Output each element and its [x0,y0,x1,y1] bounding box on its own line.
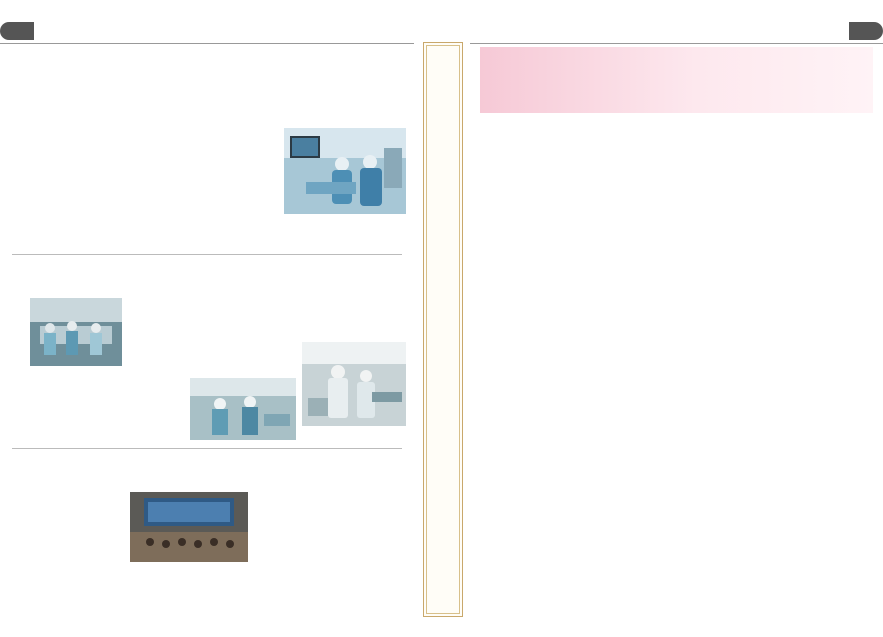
article3-body-col4 [334,482,406,632]
article-divider [12,254,402,255]
left-page-header [0,20,414,44]
center-slogan [414,40,470,620]
right-page [470,0,883,637]
left-page [0,0,414,637]
article3-body-col2 [130,568,248,632]
article-divider [12,448,402,449]
right-page-header [470,20,883,44]
article1-photo [284,128,406,214]
article2-photo-1 [30,298,122,366]
article2-body-col0 [14,372,122,442]
article2-photo-3 [190,378,296,440]
article3-body-col1 [14,482,124,632]
page-number [0,22,34,40]
article1-body-col1 [14,128,142,248]
phone-directory-banner [480,47,873,113]
article3-body-col3 [254,482,328,632]
article2-photo-2 [302,342,406,426]
slogan-text [424,83,462,606]
article1-body-col3 [284,226,406,248]
article3-photo [130,492,248,562]
article1-body-col2 [148,128,272,248]
article2-body-col3 [302,300,406,340]
slogan-frame [423,42,463,617]
page-number [849,22,883,40]
